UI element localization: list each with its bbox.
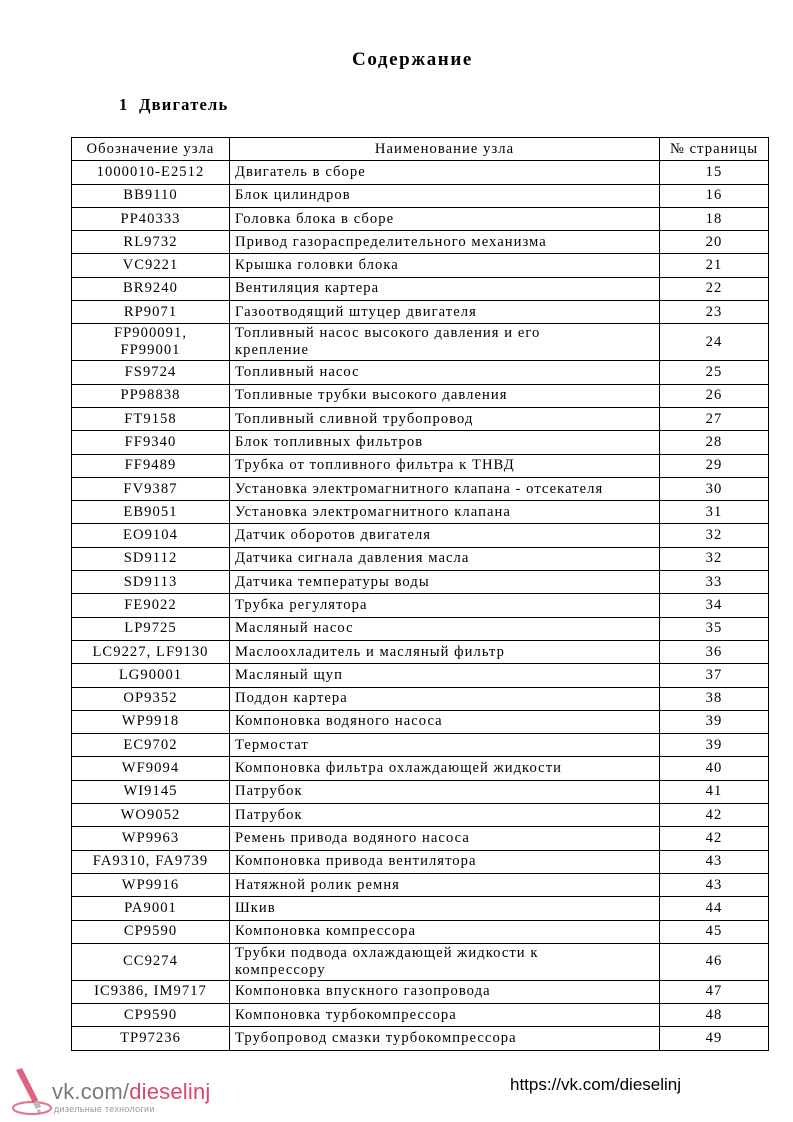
watermark-subtitle: дизельные технологии bbox=[54, 1104, 155, 1114]
unit-code-cell: BR9240 bbox=[72, 277, 230, 300]
unit-name-cell: Установка электромагнитного клапана bbox=[230, 501, 660, 524]
table-row bbox=[72, 407, 769, 430]
table-row bbox=[72, 361, 769, 384]
table-row bbox=[72, 501, 769, 524]
unit-code-cell: FT9158 bbox=[72, 407, 230, 430]
unit-code-cell: SD9112 bbox=[72, 547, 230, 570]
page-number-cell: 43 bbox=[660, 850, 769, 873]
table-row bbox=[72, 897, 769, 920]
injector-icon bbox=[8, 1066, 54, 1118]
table-row bbox=[72, 640, 769, 663]
column-header-code: Обозначение узла bbox=[72, 138, 230, 161]
table-row bbox=[72, 943, 769, 980]
unit-code-cell: FS9724 bbox=[72, 361, 230, 384]
page-number-cell: 15 bbox=[660, 161, 769, 184]
page-number-cell: 30 bbox=[660, 477, 769, 500]
unit-code-cell: WP9963 bbox=[72, 827, 230, 850]
unit-code-cell: FA9310, FA9739 bbox=[72, 850, 230, 873]
unit-name-cell: Трубки подвода охлаждающей жидкости к компрессору bbox=[230, 943, 660, 980]
unit-code-cell: EC9702 bbox=[72, 734, 230, 757]
table-row bbox=[72, 617, 769, 640]
page-number-cell: 45 bbox=[660, 920, 769, 943]
unit-code-cell: FE9022 bbox=[72, 594, 230, 617]
unit-code-cell: RL9732 bbox=[72, 231, 230, 254]
table-row bbox=[72, 477, 769, 500]
unit-name-cell: Поддон картера bbox=[230, 687, 660, 710]
unit-name-cell: Топливные трубки высокого давления bbox=[230, 384, 660, 407]
table-row bbox=[72, 207, 769, 230]
unit-code-cell: CC9274 bbox=[72, 943, 230, 980]
table-row bbox=[72, 384, 769, 407]
table-row bbox=[72, 710, 769, 733]
unit-name-cell: Вентиляция картера bbox=[230, 277, 660, 300]
page-number-cell: 24 bbox=[660, 324, 769, 361]
table-row bbox=[72, 804, 769, 827]
table-row bbox=[72, 734, 769, 757]
page-number-cell: 39 bbox=[660, 710, 769, 733]
page-number-cell: 41 bbox=[660, 780, 769, 803]
unit-name-cell: Датчик оборотов двигателя bbox=[230, 524, 660, 547]
unit-code-cell: SD9113 bbox=[72, 571, 230, 594]
unit-name-cell: Трубка от топливного фильтра к ТНВД bbox=[230, 454, 660, 477]
page-title: Содержание bbox=[352, 49, 473, 70]
unit-code-cell: PP40333 bbox=[72, 207, 230, 230]
unit-name-cell: Масляный щуп bbox=[230, 664, 660, 687]
unit-name-cell: Датчика сигнала давления масла bbox=[230, 547, 660, 570]
page-number-cell: 34 bbox=[660, 594, 769, 617]
table-row bbox=[72, 571, 769, 594]
unit-code-cell: EO9104 bbox=[72, 524, 230, 547]
page-number-cell: 16 bbox=[660, 184, 769, 207]
unit-name-cell: Привод газораспределительного механизма bbox=[230, 231, 660, 254]
page-number-cell: 25 bbox=[660, 361, 769, 384]
unit-code-cell: CP9590 bbox=[72, 1004, 230, 1027]
unit-name-cell: Топливный сливной трубопровод bbox=[230, 407, 660, 430]
page-number-cell: 23 bbox=[660, 301, 769, 324]
unit-code-cell: IC9386, IM9717 bbox=[72, 980, 230, 1003]
table-row bbox=[72, 454, 769, 477]
unit-code-cell: PA9001 bbox=[72, 897, 230, 920]
page-number-cell: 40 bbox=[660, 757, 769, 780]
table-row bbox=[72, 594, 769, 617]
unit-name-cell: Трубка регулятора bbox=[230, 594, 660, 617]
table-row bbox=[72, 231, 769, 254]
unit-name-cell: Установка электромагнитного клапана - отсекателя bbox=[230, 477, 660, 500]
watermark-accent: dieselinj bbox=[129, 1079, 211, 1104]
page-number-cell: 46 bbox=[660, 943, 769, 980]
unit-name-cell: Блок топливных фильтров bbox=[230, 431, 660, 454]
watermark-text bbox=[52, 1079, 210, 1105]
page-number-cell: 33 bbox=[660, 571, 769, 594]
unit-name-cell: Ремень привода водяного насоса bbox=[230, 827, 660, 850]
unit-name-cell: Головка блока в сборе bbox=[230, 207, 660, 230]
table-row bbox=[72, 161, 769, 184]
page-number-cell: 49 bbox=[660, 1027, 769, 1050]
table-row bbox=[72, 850, 769, 873]
page-number-cell: 32 bbox=[660, 524, 769, 547]
table-row bbox=[72, 184, 769, 207]
section-title: Двигатель bbox=[139, 95, 229, 114]
page-number-cell: 31 bbox=[660, 501, 769, 524]
unit-code-cell: WO9052 bbox=[72, 804, 230, 827]
unit-code-cell: EB9051 bbox=[72, 501, 230, 524]
page-number-cell: 42 bbox=[660, 804, 769, 827]
unit-code-cell: FP900091, FP99001 bbox=[72, 324, 230, 361]
unit-name-cell: Компоновка турбокомпрессора bbox=[230, 1004, 660, 1027]
unit-code-cell: TP97236 bbox=[72, 1027, 230, 1050]
table-row bbox=[72, 1004, 769, 1027]
column-header-name: Наименование узла bbox=[230, 138, 660, 161]
unit-code-cell: WP9918 bbox=[72, 710, 230, 733]
unit-name-cell: Маслоохладитель и масляный фильтр bbox=[230, 640, 660, 663]
unit-name-cell: Трубопровод смазки турбокомпрессора bbox=[230, 1027, 660, 1050]
page-number-cell: 44 bbox=[660, 897, 769, 920]
unit-code-cell: LP9725 bbox=[72, 617, 230, 640]
table-row bbox=[72, 980, 769, 1003]
page-number-cell: 47 bbox=[660, 980, 769, 1003]
unit-name-cell: Натяжной ролик ремня bbox=[230, 873, 660, 896]
page-number-cell: 20 bbox=[660, 231, 769, 254]
page-number-cell: 21 bbox=[660, 254, 769, 277]
unit-code-cell: WI9145 bbox=[72, 780, 230, 803]
watermark-logo bbox=[8, 1066, 211, 1118]
page-number-cell: 42 bbox=[660, 827, 769, 850]
page-number-cell: 18 bbox=[660, 207, 769, 230]
unit-name-cell: Двигатель в сборе bbox=[230, 161, 660, 184]
unit-name-cell: Компоновка привода вентилятора bbox=[230, 850, 660, 873]
page-number-cell: 26 bbox=[660, 384, 769, 407]
unit-name-cell: Патрубок bbox=[230, 780, 660, 803]
unit-name-cell: Блок цилиндров bbox=[230, 184, 660, 207]
section-number: 1 bbox=[119, 95, 129, 114]
unit-code-cell: OP9352 bbox=[72, 687, 230, 710]
unit-code-cell: LC9227, LF9130 bbox=[72, 640, 230, 663]
page-number-cell: 39 bbox=[660, 734, 769, 757]
page-number-cell: 43 bbox=[660, 873, 769, 896]
page-number-cell: 32 bbox=[660, 547, 769, 570]
unit-code-cell: BB9110 bbox=[72, 184, 230, 207]
unit-name-cell: Газоотводящий штуцер двигателя bbox=[230, 301, 660, 324]
page-number-cell: 38 bbox=[660, 687, 769, 710]
table-header-row bbox=[72, 138, 769, 161]
table-row bbox=[72, 827, 769, 850]
table-row bbox=[72, 324, 769, 361]
table-row bbox=[72, 780, 769, 803]
unit-code-cell: VC9221 bbox=[72, 254, 230, 277]
unit-name-cell: Компоновка фильтра охлаждающей жидкости bbox=[230, 757, 660, 780]
unit-code-cell: 1000010-E2512 bbox=[72, 161, 230, 184]
section-heading bbox=[119, 95, 228, 115]
page-number-cell: 48 bbox=[660, 1004, 769, 1027]
unit-name-cell: Термостат bbox=[230, 734, 660, 757]
unit-name-cell: Топливный насос высокого давления и его крепление bbox=[230, 324, 660, 361]
page-number-cell: 29 bbox=[660, 454, 769, 477]
contents-table bbox=[71, 137, 769, 1051]
page-number-cell: 36 bbox=[660, 640, 769, 663]
table-row bbox=[72, 301, 769, 324]
page-number-cell: 28 bbox=[660, 431, 769, 454]
page-number-cell: 35 bbox=[660, 617, 769, 640]
table-row bbox=[72, 873, 769, 896]
unit-code-cell: WP9916 bbox=[72, 873, 230, 896]
column-header-page: № страницы bbox=[660, 138, 769, 161]
table-row bbox=[72, 1027, 769, 1050]
table-row bbox=[72, 664, 769, 687]
unit-name-cell: Масляный насос bbox=[230, 617, 660, 640]
page-number-cell: 22 bbox=[660, 277, 769, 300]
unit-code-cell: RP9071 bbox=[72, 301, 230, 324]
unit-name-cell: Крышка головки блока bbox=[230, 254, 660, 277]
unit-name-cell: Компоновка компрессора bbox=[230, 920, 660, 943]
table-row bbox=[72, 254, 769, 277]
table-row bbox=[72, 547, 769, 570]
unit-code-cell: LG90001 bbox=[72, 664, 230, 687]
watermark-prefix: vk.com/ bbox=[52, 1079, 130, 1104]
unit-name-cell: Топливный насос bbox=[230, 361, 660, 384]
unit-code-cell: WF9094 bbox=[72, 757, 230, 780]
table-row bbox=[72, 920, 769, 943]
unit-name-cell: Шкив bbox=[230, 897, 660, 920]
unit-code-cell: PP98838 bbox=[72, 384, 230, 407]
table-row bbox=[72, 277, 769, 300]
table-row bbox=[72, 431, 769, 454]
page-number-cell: 27 bbox=[660, 407, 769, 430]
unit-name-cell: Компоновка водяного насоса bbox=[230, 710, 660, 733]
page-number-cell: 37 bbox=[660, 664, 769, 687]
table-row bbox=[72, 757, 769, 780]
footer-url: https://vk.com/dieselinj bbox=[510, 1075, 682, 1094]
table-body bbox=[72, 161, 769, 1050]
unit-code-cell: CP9590 bbox=[72, 920, 230, 943]
unit-code-cell: FV9387 bbox=[72, 477, 230, 500]
unit-name-cell: Компоновка впускного газопровода bbox=[230, 980, 660, 1003]
unit-name-cell: Датчика температуры воды bbox=[230, 571, 660, 594]
unit-name-cell: Патрубок bbox=[230, 804, 660, 827]
unit-code-cell: FF9340 bbox=[72, 431, 230, 454]
table-row bbox=[72, 524, 769, 547]
table-row bbox=[72, 687, 769, 710]
unit-code-cell: FF9489 bbox=[72, 454, 230, 477]
